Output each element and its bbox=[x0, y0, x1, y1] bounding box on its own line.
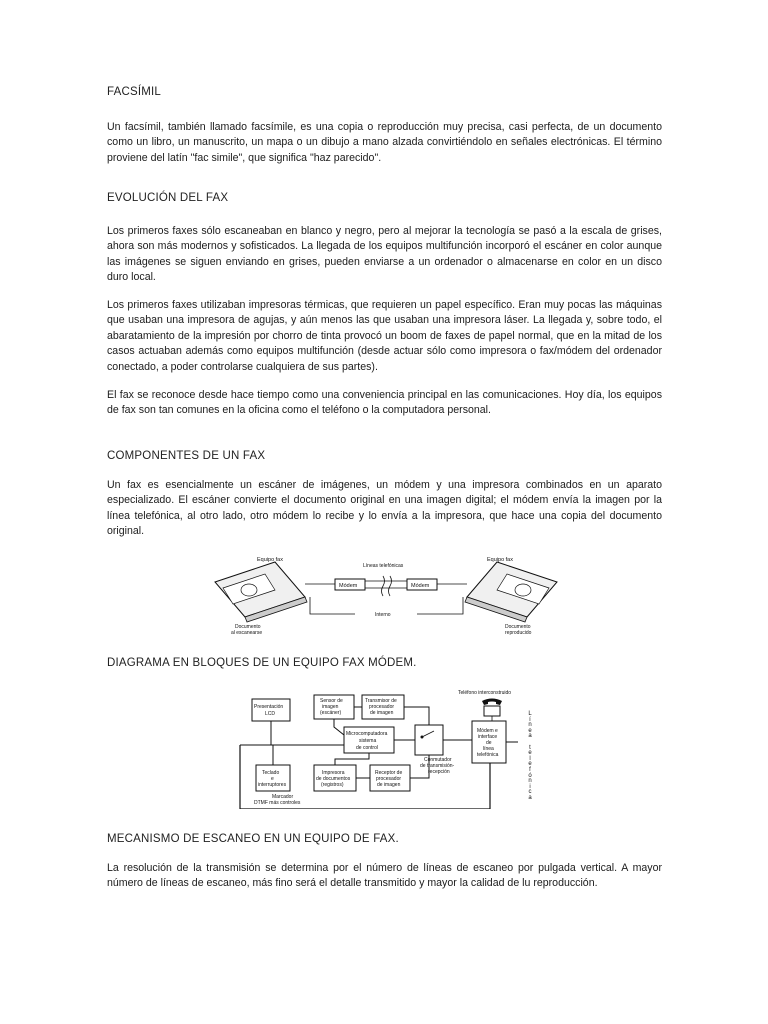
telephone-icon bbox=[482, 699, 502, 706]
paragraph: Un fax es esencialmente un escáner de imágenes, un módem y una impresora combinados en un aparato especializado. El escáner convierte el documento original en una imagen digital; el módem envía la imagen por la línea telefónica, al otro lado, otro módem lo recibe y lo envía a la impresora, que hace una copia del documento original. bbox=[107, 479, 662, 538]
componentes-body bbox=[107, 478, 662, 540]
line-vertical-letter: i bbox=[529, 783, 531, 790]
lcd-label-2: LCD bbox=[265, 711, 276, 717]
telephone-body-icon bbox=[484, 706, 500, 716]
line-vertical-letter: a bbox=[528, 794, 532, 801]
modem-right-label: Módem bbox=[411, 583, 430, 589]
printer-label-2: de documentos bbox=[316, 776, 351, 782]
transmitter-label-3: de imagen bbox=[370, 710, 394, 716]
receiver-label-1: Receptor de bbox=[375, 770, 403, 776]
line-vertical-label bbox=[526, 712, 534, 802]
sensor-to-micro bbox=[334, 719, 344, 735]
dtmf-label-1: Marcador bbox=[272, 794, 294, 800]
internal-path-right bbox=[417, 597, 463, 614]
facsimil-body bbox=[107, 120, 662, 166]
line-vertical-letter: n bbox=[528, 778, 532, 785]
heading-componentes: COMPONENTES DE UN FAX bbox=[107, 450, 266, 462]
line-vertical-letter: L bbox=[528, 711, 532, 717]
section-facsimil bbox=[107, 86, 662, 98]
switch-label-2: de transmisión- bbox=[420, 763, 455, 769]
left-fax-label: Equipo fax bbox=[257, 557, 283, 563]
lines-label: Líneas telefónicas bbox=[363, 563, 404, 569]
switch-block bbox=[415, 725, 443, 755]
receiver-label-3: de imagen bbox=[377, 782, 401, 788]
switch-pivot bbox=[421, 736, 424, 739]
transmitter-to-switch bbox=[404, 707, 429, 725]
section-mecanismo bbox=[107, 833, 662, 845]
switch-label-1: Conmutador bbox=[424, 757, 452, 763]
line-vertical-letter: c bbox=[528, 789, 532, 796]
transmitter-label-1: Transmisor de bbox=[365, 698, 397, 704]
line-break-mark bbox=[389, 576, 392, 596]
line-vertical-letter: e bbox=[528, 761, 532, 768]
paragraph: El fax se reconoce desde hace tiempo como una conveniencia principal en las comunicaciones. Hoy día, los equipos de fax son tan comunes en la oficina como el teléfono o la computadora personal. bbox=[107, 389, 662, 417]
lcd-label-1: Presentación bbox=[254, 704, 284, 710]
lcd-block bbox=[252, 699, 290, 721]
receiver-label-2: procesador bbox=[376, 776, 402, 782]
modem-label-2: interface bbox=[478, 734, 498, 740]
heading-evolucion: EVOLUCIÓN DEL FAX bbox=[107, 192, 229, 204]
heading-diagrama: DIAGRAMA EN BLOQUES DE UN EQUIPO FAX MÓDEM. bbox=[107, 657, 417, 669]
paragraph: La resolución de la transmisión se determina por el número de líneas de escaneo por pulgada vertical. A mayor número de líneas de escaneo, más fino será el detalle transmitido y mayor la calidad de lu reproducción. bbox=[107, 862, 662, 890]
micro-label-3: de control bbox=[356, 745, 378, 751]
doc-left-label-2: al escanearse bbox=[231, 630, 263, 636]
micro-label-1: Microcomputadora bbox=[346, 731, 388, 737]
modem-label-3: de bbox=[486, 740, 492, 746]
sensor-label-2: imagen bbox=[322, 704, 339, 710]
evolucion-body-1 bbox=[107, 224, 662, 286]
paragraph: Los primeros faxes utilizaban impresoras térmicas, que requieren un papel específico. Eran muy pocas las máquinas que usaban una impresora de agujas, y aún menos las que usaban una impresora láser. La llegada y, sobre todo, el abaratamiento de la impresión por chorro de tinta provocó un boom de faxes de papel normal, que en la mitad de los casos actuaban además como equipos multifunción (desde actuar sólo como impresora o fax/módem del ordenador conectado, a poder controlarse cualquiera de sus partes). bbox=[107, 299, 662, 373]
heading-mecanismo: MECANISMO DE ESCANEO EN UN EQUIPO DE FAX. bbox=[107, 833, 399, 845]
internal-label: Interno bbox=[375, 612, 391, 618]
evolucion-body-3 bbox=[107, 388, 662, 419]
heading-facsimil: FACSÍMIL bbox=[107, 86, 162, 98]
transmitter-label-2: procesador bbox=[369, 704, 395, 710]
switch-label-3: recepción bbox=[428, 769, 450, 775]
keys-label-1: Teclado bbox=[262, 770, 280, 776]
modem-left-label: Módem bbox=[339, 583, 358, 589]
printer-label-3: (registros) bbox=[321, 782, 344, 788]
micro-to-printer bbox=[335, 753, 369, 765]
line-vertical-letter: a bbox=[528, 733, 532, 740]
doc-left-label-1: Documento bbox=[235, 624, 261, 630]
fax-transmission-figure bbox=[205, 552, 567, 642]
sensor-label-3: (escáner) bbox=[320, 710, 342, 716]
paragraph: Un facsímil, también llamado facsímile, es una copia o reproducción muy precisa, casi perfecta, de un documento como un libro, un manuscrito, un mapa o un dibujo a mano alzada convirtiéndolo en señales electrónicas. El término proviene del latín "fac simile", que significa "haz parecido". bbox=[107, 121, 662, 164]
line-vertical-letter: í bbox=[529, 716, 531, 723]
micro-label-2: sistema bbox=[359, 738, 377, 744]
modem-label-5: telefónica bbox=[477, 752, 499, 758]
line-vertical-letter: l bbox=[529, 755, 531, 762]
right-fax-label: Equipo fax bbox=[487, 557, 513, 563]
line-vertical-letter: ó bbox=[528, 772, 532, 779]
doc-right-label-1: Documento bbox=[505, 624, 531, 630]
printer-label-1: Impresora bbox=[322, 770, 345, 776]
block-diagram-figure bbox=[232, 687, 542, 809]
paragraph: Los primeros faxes sólo escaneaban en blanco y negro, pero al mejorar la tecnología se pasó a la escala de grises, ahora son más modernos y sofisticados. La llegada de los equipos multifunción incorporó el escáner en color aunque las imágenes se siguen enviando en grises, pueden enviarse a un ordenador o almacenarse en color en un disco duro local. bbox=[107, 225, 662, 284]
line-vertical-letter: e bbox=[528, 750, 532, 757]
section-evolucion bbox=[107, 192, 662, 204]
line-vertical-letter: n bbox=[528, 722, 532, 729]
line-vertical-letter: t bbox=[529, 744, 531, 751]
line-break-mark bbox=[382, 576, 385, 596]
section-componentes bbox=[107, 450, 662, 462]
line-vertical-letter: f bbox=[529, 766, 531, 773]
phone-label: Teléfono interconstruido bbox=[458, 690, 512, 696]
section-diagrama bbox=[107, 657, 662, 669]
modem-label-4: línea bbox=[483, 746, 494, 752]
internal-path-left bbox=[310, 597, 355, 614]
line-vertical-letter: e bbox=[528, 727, 532, 734]
line-vertical-letters bbox=[526, 712, 534, 802]
mecanismo-body bbox=[107, 861, 662, 892]
dtmf-label-2: DTMF más controles bbox=[254, 800, 301, 806]
doc-right-label-2: reproducido bbox=[505, 630, 532, 636]
evolucion-body-2 bbox=[107, 298, 662, 375]
keys-label-2: e bbox=[271, 776, 274, 782]
sensor-label-1: Sensor de bbox=[320, 698, 343, 704]
modem-label-1: Módem e bbox=[477, 728, 498, 734]
keys-label-3: interruptores bbox=[258, 782, 287, 788]
